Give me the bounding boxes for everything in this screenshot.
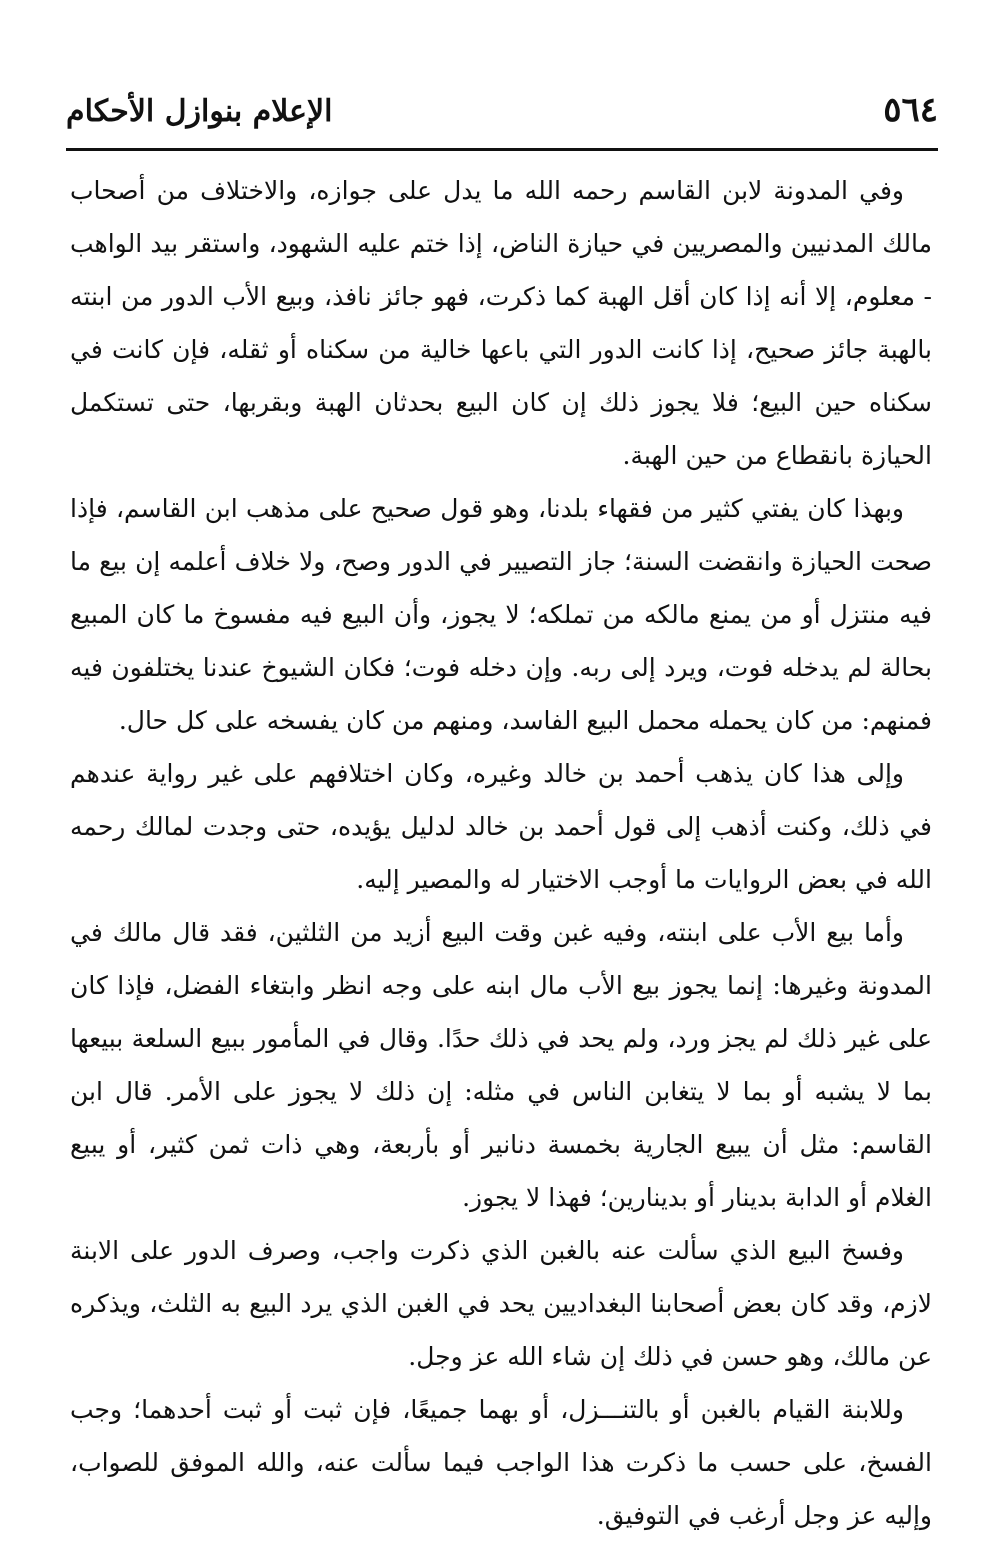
page-number: ٥٦٤ — [883, 90, 938, 130]
running-title: الإعلام بنوازل الأحكام — [66, 94, 333, 129]
paragraph: وأما بيع الأب على ابنته، وفيه غبن وقت البيع أزيد من الثلثين، فقد قال مالك في المدونة وغيرها: إنما يجوز بيع الأب مال ابنه على وجه انظر وابتغاء الفضل، فإذا كان على غير ذلك لم يجز ورد، ولم يحد في ذلك حدًا. وقال في المأمور ببيع السلعة ببيعها بما لا يشبه أو بما لا يتغابن الناس في مثله: إن ذلك لا يجوز على الأمر. قال ابن القاسم: مثل أن يبيع الجارية بخمسة دنانير أو بأربعة، وهي ذات ثمن كثير، أو يبيع الغلام أو الدابة بدينار أو بدينارين؛ فهذا لا يجوز. — [70, 918, 932, 1212]
paragraph: وفسخ البيع الذي سألت عنه بالغبن الذي ذكرت واجب، وصرف الدور على الابنة لازم، وقد كان بعض أصحابنا البغداديين يحد في الغبن الذي يرد البيع به الثلث، ويذكره عن مالك، وهو حسن في ذلك إن شاء الله عز وجل. — [70, 1236, 932, 1371]
page-header — [66, 86, 938, 146]
body-text — [70, 164, 932, 1542]
paragraph: وإلى هذا كان يذهب أحمد بن خالد وغيره، وكان اختلافهم على غير رواية عندهم في ذلك، وكنت أذهب إلى قول أحمد بن خالد لدليل يؤيده، حتى وجدت لمالك رحمه الله في بعض الروايات ما أوجب الاختيار له والمصير إليه. — [70, 759, 932, 894]
header-rule — [66, 148, 938, 151]
paragraph: وبهذا كان يفتي كثير من فقهاء بلدنا، وهو قول صحيح على مذهب ابن القاسم، فإذا صحت الحيازة وانقضت السنة؛ جاز التصيير في الدور وصح، ولا خلاف أعلمه إن بيع ما فيه منتزل أو من يمنع مالكه من تملكه؛ لا يجوز، وأن البيع فيه مفسوخ ما كان المبيع بحالة لم يدخله فوت، ويرد إلى ربه. وإن دخله فوت؛ فكان الشيوخ عندنا يختلفون فيه فمنهم: من كان يحمله محمل البيع الفاسد، ومنهم من كان يفسخه على كل حال. — [70, 494, 932, 735]
paragraph: وفي المدونة لابن القاسم رحمه الله ما يدل على جوازه، والاختلاف من أصحاب مالك المدنيين والمصريين في حيازة الناض، إذا ختم عليه الشهود، واستقر بيد الواهب - معلوم، إلا أنه إذا كان أقل الهبة كما ذكرت، فهو جائز نافذ، وبيع الأب الدور من ابنته بالهبة جائز صحيح، إذا كانت الدور التي باعها خالية من سكناه أو ثقله، فإن كانت في سكناه حين البيع؛ فلا يجوز ذلك إن كان البيع بحدثان الهبة وبقربها، حتى تستكمل الحيازة بانقطاع من حين الهبة. — [70, 176, 932, 470]
paragraph: وللابنة القيام بالغبن أو بالتنـــزل، أو بهما جميعًا، فإن ثبت أو ثبت أحدهما؛ وجب الفسخ، على حسب ما ذكرت هذا الواجب فيما سألت عنه، والله الموفق للصواب، وإليه عز وجل أرغب في التوفيق. — [70, 1395, 932, 1530]
